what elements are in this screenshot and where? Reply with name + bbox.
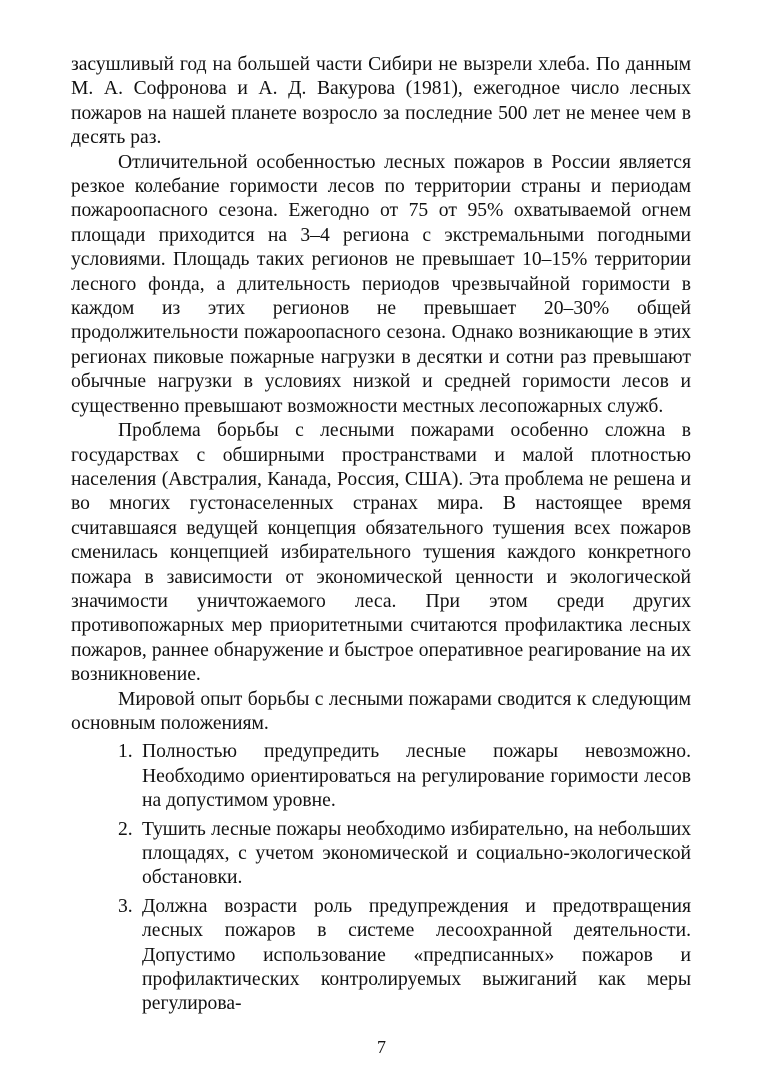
list-item — [71, 818, 691, 891]
list-item-text: Должна возрасти роль предупреждения и предотвращения лесных пожаров в системе лесоохранной деятельности. Допустимо использование «предписанных» пожаров и профилактических контролируемых выжиганий как меры регулирова- — [142, 895, 691, 1015]
paragraph-continuation: засушливый год на большей части Сибири не вызрели хлеба. По данным М. А. Софронова и А. Д. Вакурова (1981), ежегодное число лесных пожаров на нашей планете возросло за последние 500 лет не менее чем в десять раз. — [71, 54, 691, 149]
page-number: 7 — [377, 1037, 386, 1057]
list-item-number: 3. — [118, 895, 133, 917]
principles-list — [71, 740, 691, 1016]
list-item-number: 1. — [118, 741, 133, 763]
list-item-text: Тушить лесные пожары необходимо избирательно, на небольших площадях, с учетом экономической и социально-экологической обстановки. — [142, 818, 691, 889]
page-body — [71, 53, 691, 1017]
list-item — [71, 895, 691, 1017]
list-item — [71, 740, 691, 813]
list-item-number: 2. — [118, 818, 133, 840]
paragraph-fire-fighting-problem: Проблема борьбы с лесными пожарами особенно сложна в государствах с обширными пространствами и малой плотностью населения (Австралия, Канада, Россия, США). Эта проблема не решена и во многих густонаселенных странах мира. В настоящее время считавшаяся ведущей концепция обязательного тушения всех пожаров сменилась концепцией избирательного тушения каждого конкретного пожара в зависимости от экономической ценности и экологической значимости уничтожаемого леса. При этом среди других противопожарных мер приоритетными считаются профилактика лесных пожаров, раннее обнаружение и быстрое оперативное реагирование на их возникновение. — [71, 420, 691, 686]
paragraph-fire-variability: Отличительной особенностью лесных пожаров в России является резкое колебание горимости лесов по территории страны и периодам пожароопасного сезона. Ежегодно от 75 от 95% охватываемой огнем площади приходится на 3–4 региона с экстремальными погодными условиями. Площадь таких регионов не превышает 10–15% территории лесного фонда, а длительность периодов чрезвычайной горимости в каждом из этих регионов не превышает 20–30% общей продолжительности пожароопасного сезона. Однако возникающие в этих регионах пиковые пожарные нагрузки в десятки и сотни раз превышают обычные нагрузки в условиях низкой и средней горимости лесов и существенно превышают возможности местных лесопожарных служб. — [71, 151, 691, 417]
list-item-text: Полностью предупредить лесные пожары невозможно. Необходимо ориентироваться на регулирование горимости лесов на допустимом уровне. — [142, 741, 691, 812]
paragraph-world-experience: Мировой опыт борьбы с лесными пожарами сводится к следующим основным положениям. — [71, 688, 691, 734]
